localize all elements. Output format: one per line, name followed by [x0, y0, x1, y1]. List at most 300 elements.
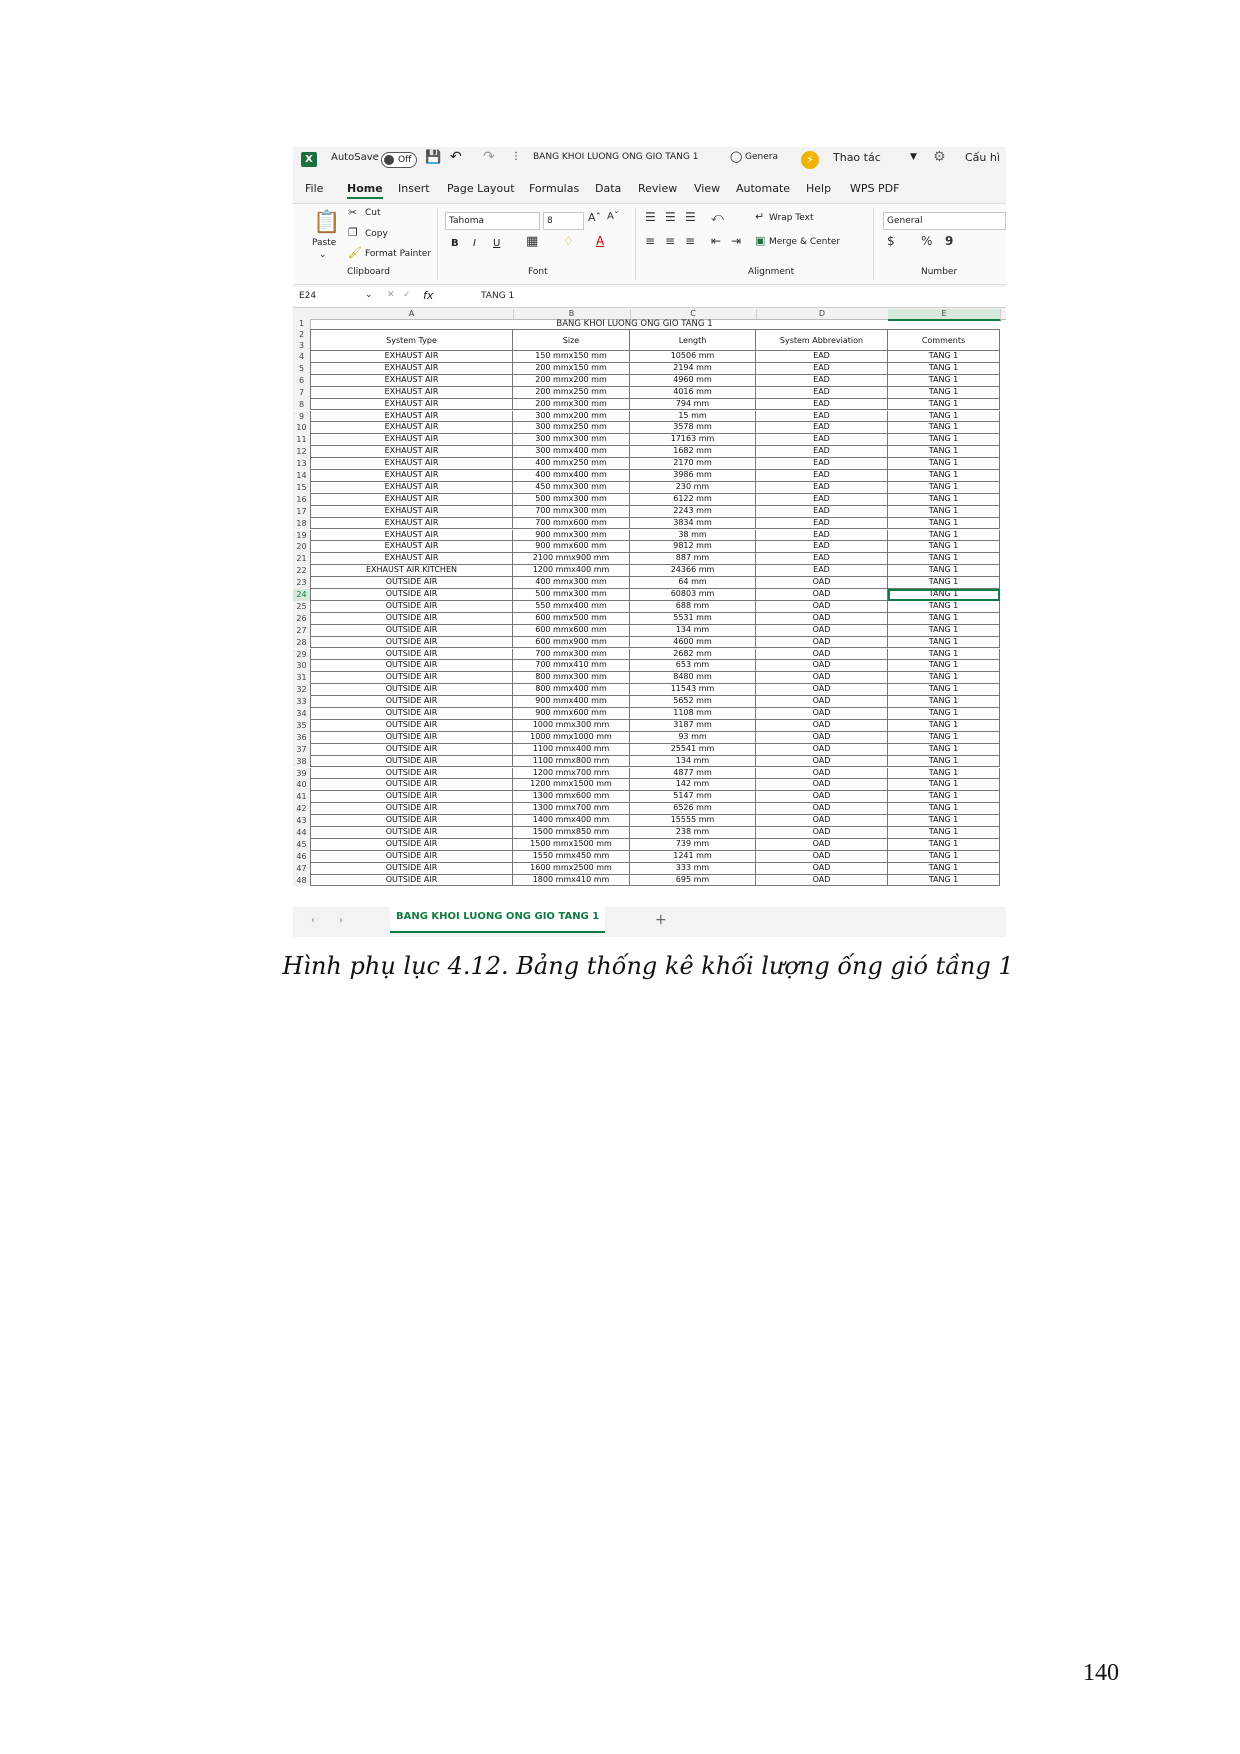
table-cell[interactable]: TANG 1 — [888, 851, 1000, 863]
table-cell[interactable]: OUTSIDE AIR — [310, 696, 513, 708]
row-header[interactable]: 9 — [293, 411, 311, 423]
table-cell[interactable]: 238 mm — [630, 827, 756, 839]
borders-icon[interactable]: ▦ — [526, 234, 539, 249]
table-cell[interactable]: OUTSIDE AIR — [310, 720, 513, 732]
underline-button[interactable]: U — [493, 238, 501, 249]
table-cell[interactable]: 1400 mmx400 mm — [513, 815, 630, 827]
table-cell[interactable]: TANG 1 — [888, 577, 1000, 589]
chevron-down-icon[interactable]: ⌄ — [319, 250, 327, 260]
row-header[interactable]: 14 — [293, 470, 311, 482]
table-cell[interactable]: EAD — [756, 399, 888, 411]
row-header[interactable]: 23 — [293, 577, 311, 589]
table-cell[interactable]: OUTSIDE AIR — [310, 732, 513, 744]
row-header[interactable]: 30 — [293, 660, 311, 672]
table-cell[interactable]: TANG 1 — [888, 637, 1000, 649]
row-header[interactable]: 41 — [293, 791, 311, 803]
table-cell[interactable]: EXHAUST AIR — [310, 518, 513, 530]
save-icon[interactable]: 💾 — [425, 150, 442, 165]
wrap-text-icon[interactable]: ↵ — [755, 210, 765, 223]
table-cell[interactable]: EXHAUST AIR — [310, 399, 513, 411]
table-cell[interactable]: OUTSIDE AIR — [310, 577, 513, 589]
table-cell[interactable]: TANG 1 — [888, 506, 1000, 518]
table-cell[interactable]: TANG 1 — [888, 815, 1000, 827]
next-sheet-icon[interactable]: › — [339, 915, 343, 926]
spreadsheet-grid[interactable] — [293, 309, 1006, 907]
table-cell[interactable]: EAD — [756, 494, 888, 506]
redo-icon[interactable]: ↷ — [483, 149, 495, 165]
table-cell[interactable]: OUTSIDE AIR — [310, 637, 513, 649]
table-cell[interactable]: OUTSIDE AIR — [310, 827, 513, 839]
table-cell[interactable]: EXHAUST AIR KITCHEN — [310, 565, 513, 577]
row-header[interactable]: 31 — [293, 672, 311, 684]
currency-button[interactable]: $ — [887, 234, 895, 248]
table-cell[interactable]: EAD — [756, 363, 888, 375]
table-cell[interactable]: 688 mm — [630, 601, 756, 613]
add-sheet-button[interactable]: + — [655, 912, 667, 928]
tab-file[interactable]: File — [305, 182, 324, 195]
bold-button[interactable]: B — [451, 238, 459, 249]
column-title[interactable]: System Type — [310, 329, 513, 351]
column-header[interactable]: B — [513, 309, 631, 319]
row-header[interactable]: 35 — [293, 720, 311, 732]
table-cell[interactable]: 64 mm — [630, 577, 756, 589]
row-header[interactable]: 33 — [293, 696, 311, 708]
sheet-title-cell[interactable]: BANG KHOI LUONG ONG GIO TANG 1 — [556, 319, 713, 329]
table-cell[interactable]: 400 mmx400 mm — [513, 470, 630, 482]
row-header[interactable]: 39 — [293, 768, 311, 780]
row-header[interactable]: 3 — [293, 340, 311, 351]
tab-wps-pdf[interactable]: WPS PDF — [850, 182, 900, 195]
column-title[interactable]: Comments — [888, 329, 1000, 351]
row-header[interactable]: 40 — [293, 779, 311, 791]
table-cell[interactable]: OUTSIDE AIR — [310, 744, 513, 756]
row-header[interactable]: 24 — [293, 589, 311, 601]
table-cell[interactable]: 1500 mmx1500 mm — [513, 839, 630, 851]
table-cell[interactable]: OAD — [756, 875, 888, 887]
table-cell[interactable]: EXHAUST AIR — [310, 422, 513, 434]
row-header[interactable]: 22 — [293, 565, 311, 577]
table-cell[interactable]: TANG 1 — [888, 613, 1000, 625]
table-cell[interactable]: 1500 mmx850 mm — [513, 827, 630, 839]
table-cell[interactable]: OUTSIDE AIR — [310, 684, 513, 696]
row-header[interactable]: 28 — [293, 637, 311, 649]
tab-insert[interactable]: Insert — [398, 182, 430, 195]
merge-center-icon[interactable]: ▣ — [755, 234, 766, 247]
increase-indent-icon[interactable]: ⇥ — [731, 234, 742, 248]
table-cell[interactable]: EAD — [756, 518, 888, 530]
table-cell[interactable]: 1300 mmx600 mm — [513, 791, 630, 803]
table-cell[interactable]: OUTSIDE AIR — [310, 625, 513, 637]
tab-automate[interactable]: Automate — [736, 182, 791, 195]
table-cell[interactable]: OAD — [756, 756, 888, 768]
column-title[interactable]: Length — [630, 329, 756, 351]
table-cell[interactable]: OAD — [756, 660, 888, 672]
table-cell[interactable]: 2194 mm — [630, 363, 756, 375]
table-cell[interactable]: EXHAUST AIR — [310, 434, 513, 446]
table-cell[interactable]: TANG 1 — [888, 803, 1000, 815]
font-name-select[interactable]: Tahoma — [445, 212, 540, 230]
row-header[interactable]: 10 — [293, 422, 311, 434]
tab-data[interactable]: Data — [595, 182, 622, 195]
table-cell[interactable]: 8480 mm — [630, 672, 756, 684]
table-cell[interactable]: 333 mm — [630, 863, 756, 875]
row-header[interactable]: 26 — [293, 613, 311, 625]
row-header[interactable]: 44 — [293, 827, 311, 839]
row-header[interactable]: 43 — [293, 815, 311, 827]
table-cell[interactable]: 1000 mmx1000 mm — [513, 732, 630, 744]
table-cell[interactable]: 15 mm — [630, 411, 756, 423]
cut-icon[interactable]: ✂ — [348, 206, 358, 219]
table-cell[interactable]: TANG 1 — [888, 351, 1000, 363]
table-cell[interactable]: 142 mm — [630, 779, 756, 791]
table-cell[interactable]: 2170 mm — [630, 458, 756, 470]
table-cell[interactable]: EXHAUST AIR — [310, 541, 513, 553]
table-cell[interactable]: TANG 1 — [888, 791, 1000, 803]
copy-button[interactable]: Copy — [365, 229, 388, 239]
decrease-indent-icon[interactable]: ⇤ — [711, 234, 722, 248]
table-cell[interactable]: OUTSIDE AIR — [310, 589, 513, 601]
table-cell[interactable]: 15555 mm — [630, 815, 756, 827]
table-cell[interactable]: 450 mmx300 mm — [513, 482, 630, 494]
column-title[interactable]: Size — [513, 329, 630, 351]
row-header[interactable]: 36 — [293, 732, 311, 744]
table-cell[interactable]: EAD — [756, 565, 888, 577]
align-top-icon[interactable]: ☰ — [645, 210, 656, 224]
increase-font-icon[interactable]: Aˆ — [588, 211, 602, 224]
align-center-icon[interactable]: ≡ — [665, 234, 676, 248]
table-cell[interactable]: OAD — [756, 601, 888, 613]
table-cell[interactable]: TANG 1 — [888, 684, 1000, 696]
table-cell[interactable]: EXHAUST AIR — [310, 363, 513, 375]
column-header[interactable]: A — [310, 309, 514, 319]
table-cell[interactable]: 700 mmx410 mm — [513, 660, 630, 672]
table-cell[interactable]: OAD — [756, 637, 888, 649]
table-cell[interactable]: EAD — [756, 411, 888, 423]
table-cell[interactable]: 794 mm — [630, 399, 756, 411]
sheet-tab[interactable]: BANG KHOI LUONG ONG GIO TANG 1 — [390, 907, 605, 933]
table-cell[interactable]: OUTSIDE AIR — [310, 601, 513, 613]
row-header[interactable]: 2 — [293, 329, 311, 340]
table-cell[interactable]: EAD — [756, 351, 888, 363]
font-color-icon[interactable]: A — [596, 234, 605, 248]
table-cell[interactable]: OAD — [756, 708, 888, 720]
table-cell[interactable]: 11543 mm — [630, 684, 756, 696]
row-header[interactable]: 16 — [293, 494, 311, 506]
row-header[interactable]: 27 — [293, 625, 311, 637]
row-header[interactable]: 42 — [293, 803, 311, 815]
wrap-text-button[interactable]: Wrap Text — [769, 213, 814, 223]
table-cell[interactable]: OUTSIDE AIR — [310, 779, 513, 791]
table-cell[interactable]: OAD — [756, 577, 888, 589]
table-cell[interactable]: EAD — [756, 541, 888, 553]
table-cell[interactable]: TANG 1 — [888, 863, 1000, 875]
function-button[interactable]: fx — [423, 289, 434, 302]
search-box[interactable]: Thao tác — [833, 151, 881, 164]
table-cell[interactable]: 17163 mm — [630, 434, 756, 446]
merge-center-button[interactable]: Merge & Center — [769, 237, 841, 247]
table-cell[interactable]: OUTSIDE AIR — [310, 649, 513, 661]
table-cell[interactable]: 600 mmx500 mm — [513, 613, 630, 625]
row-header[interactable]: 18 — [293, 518, 311, 530]
row-header[interactable]: 15 — [293, 482, 311, 494]
row-header[interactable]: 13 — [293, 458, 311, 470]
table-cell[interactable]: OUTSIDE AIR — [310, 708, 513, 720]
paste-icon[interactable]: 📋 — [313, 210, 341, 235]
table-cell[interactable]: OAD — [756, 863, 888, 875]
format-painter-button[interactable]: Format Painter — [365, 249, 432, 259]
row-header[interactable]: 34 — [293, 708, 311, 720]
table-cell[interactable]: 600 mmx900 mm — [513, 637, 630, 649]
table-cell[interactable]: TANG 1 — [888, 446, 1000, 458]
tab-view[interactable]: View — [694, 182, 721, 195]
table-cell[interactable]: 5147 mm — [630, 791, 756, 803]
table-cell[interactable]: OUTSIDE AIR — [310, 660, 513, 672]
enter-icon[interactable]: ✓ — [403, 290, 411, 300]
table-cell[interactable]: OUTSIDE AIR — [310, 839, 513, 851]
table-cell[interactable]: 93 mm — [630, 732, 756, 744]
table-cell[interactable]: OAD — [756, 768, 888, 780]
table-cell[interactable]: 1682 mm — [630, 446, 756, 458]
table-cell[interactable]: OAD — [756, 720, 888, 732]
table-cell[interactable]: 1600 mmx2500 mm — [513, 863, 630, 875]
table-cell[interactable]: TANG 1 — [888, 434, 1000, 446]
paste-button[interactable]: Paste — [312, 238, 337, 248]
table-cell[interactable]: 1300 mmx700 mm — [513, 803, 630, 815]
quick-access-more-icon[interactable]: ⋮ — [511, 151, 521, 162]
table-cell[interactable]: 1100 mmx800 mm — [513, 756, 630, 768]
table-cell[interactable]: 200 mmx250 mm — [513, 387, 630, 399]
table-cell[interactable]: 134 mm — [630, 756, 756, 768]
table-cell[interactable]: OUTSIDE AIR — [310, 791, 513, 803]
table-cell[interactable]: TANG 1 — [888, 399, 1000, 411]
table-cell[interactable]: 400 mmx300 mm — [513, 577, 630, 589]
row-header[interactable]: 46 — [293, 851, 311, 863]
table-cell[interactable]: EAD — [756, 470, 888, 482]
table-cell[interactable]: TANG 1 — [888, 756, 1000, 768]
format-painter-icon[interactable]: 🖌 — [348, 246, 362, 259]
table-cell[interactable]: 3187 mm — [630, 720, 756, 732]
number-format-select[interactable]: General — [883, 212, 1006, 230]
table-cell[interactable]: EAD — [756, 434, 888, 446]
table-cell[interactable]: OUTSIDE AIR — [310, 803, 513, 815]
cut-button[interactable]: Cut — [365, 208, 381, 218]
align-left-icon[interactable]: ≡ — [645, 234, 656, 248]
row-header[interactable]: 4 — [293, 351, 311, 363]
table-cell[interactable]: 900 mmx600 mm — [513, 541, 630, 553]
table-cell[interactable]: OUTSIDE AIR — [310, 863, 513, 875]
table-cell[interactable]: 1108 mm — [630, 708, 756, 720]
table-cell[interactable]: 4600 mm — [630, 637, 756, 649]
row-header[interactable]: 45 — [293, 839, 311, 851]
table-cell[interactable]: TANG 1 — [888, 601, 1000, 613]
table-cell[interactable]: TANG 1 — [888, 387, 1000, 399]
column-header[interactable]: D — [756, 309, 889, 319]
table-cell[interactable]: TANG 1 — [888, 411, 1000, 423]
table-cell[interactable]: EXHAUST AIR — [310, 506, 513, 518]
table-cell[interactable]: OUTSIDE AIR — [310, 613, 513, 625]
table-cell[interactable]: OAD — [756, 589, 888, 601]
table-cell[interactable]: 739 mm — [630, 839, 756, 851]
table-cell[interactable]: TANG 1 — [888, 660, 1000, 672]
table-cell[interactable]: EAD — [756, 387, 888, 399]
table-cell[interactable]: 1100 mmx400 mm — [513, 744, 630, 756]
orientation-icon[interactable]: ⤺ — [711, 210, 724, 224]
table-cell[interactable]: 1200 mmx1500 mm — [513, 779, 630, 791]
table-cell[interactable]: 6526 mm — [630, 803, 756, 815]
table-cell[interactable]: OAD — [756, 684, 888, 696]
table-cell[interactable]: 24366 mm — [630, 565, 756, 577]
table-cell[interactable]: TANG 1 — [888, 494, 1000, 506]
table-cell[interactable]: 2682 mm — [630, 649, 756, 661]
table-cell[interactable]: OAD — [756, 672, 888, 684]
table-cell[interactable]: 10506 mm — [630, 351, 756, 363]
table-cell[interactable]: 653 mm — [630, 660, 756, 672]
table-cell[interactable]: 2100 mmx900 mm — [513, 553, 630, 565]
table-cell[interactable]: 900 mmx400 mm — [513, 696, 630, 708]
table-cell[interactable]: TANG 1 — [888, 827, 1000, 839]
table-cell[interactable]: OAD — [756, 625, 888, 637]
tab-help[interactable]: Help — [806, 182, 832, 195]
row-header[interactable]: 20 — [293, 541, 311, 553]
table-cell[interactable]: 1241 mm — [630, 851, 756, 863]
fill-color-icon[interactable]: ♢ — [563, 234, 574, 248]
row-header[interactable]: 19 — [293, 530, 311, 542]
column-title[interactable]: System Abbreviation — [756, 329, 888, 351]
font-size-select[interactable]: 8 — [543, 212, 584, 230]
table-cell[interactable]: EXHAUST AIR — [310, 387, 513, 399]
table-cell[interactable]: TANG 1 — [888, 518, 1000, 530]
table-cell[interactable]: 25541 mm — [630, 744, 756, 756]
table-cell[interactable]: 5531 mm — [630, 613, 756, 625]
undo-icon[interactable]: ↶ — [450, 149, 462, 165]
row-header[interactable]: 8 — [293, 399, 311, 411]
table-cell[interactable]: OUTSIDE AIR — [310, 851, 513, 863]
table-cell[interactable]: EXHAUST AIR — [310, 351, 513, 363]
percent-button[interactable]: % — [921, 234, 933, 248]
table-cell[interactable]: EAD — [756, 422, 888, 434]
table-cell[interactable]: OAD — [756, 839, 888, 851]
table-cell[interactable]: 800 mmx400 mm — [513, 684, 630, 696]
table-cell[interactable]: TANG 1 — [888, 422, 1000, 434]
table-cell[interactable]: 200 mmx200 mm — [513, 375, 630, 387]
table-cell[interactable]: 500 mmx300 mm — [513, 494, 630, 506]
table-cell[interactable]: 550 mmx400 mm — [513, 601, 630, 613]
table-cell[interactable]: 800 mmx300 mm — [513, 672, 630, 684]
table-cell[interactable]: OAD — [756, 732, 888, 744]
row-header[interactable]: 21 — [293, 553, 311, 565]
table-cell[interactable]: 1550 mmx450 mm — [513, 851, 630, 863]
row-header[interactable]: 1 — [293, 319, 311, 329]
table-cell[interactable]: TANG 1 — [888, 530, 1000, 542]
row-header[interactable]: 17 — [293, 506, 311, 518]
table-cell[interactable]: EXHAUST AIR — [310, 553, 513, 565]
cancel-icon[interactable]: ✕ — [387, 290, 395, 300]
table-cell[interactable]: TANG 1 — [888, 768, 1000, 780]
table-cell[interactable]: EXHAUST AIR — [310, 494, 513, 506]
align-right-icon[interactable]: ≡ — [685, 234, 696, 248]
table-cell[interactable]: 200 mmx300 mm — [513, 399, 630, 411]
table-cell[interactable]: OAD — [756, 649, 888, 661]
table-cell[interactable]: EXHAUST AIR — [310, 458, 513, 470]
table-cell[interactable]: OUTSIDE AIR — [310, 672, 513, 684]
table-cell[interactable]: 2243 mm — [630, 506, 756, 518]
table-cell[interactable]: TANG 1 — [888, 744, 1000, 756]
row-header[interactable]: 32 — [293, 684, 311, 696]
row-header[interactable]: 7 — [293, 387, 311, 399]
table-cell[interactable]: 900 mmx600 mm — [513, 708, 630, 720]
row-header[interactable]: 29 — [293, 649, 311, 661]
table-cell[interactable]: 900 mmx300 mm — [513, 530, 630, 542]
table-cell[interactable]: OUTSIDE AIR — [310, 875, 513, 887]
table-cell[interactable]: 300 mmx300 mm — [513, 434, 630, 446]
table-cell[interactable]: EAD — [756, 375, 888, 387]
table-cell[interactable]: EXHAUST AIR — [310, 530, 513, 542]
table-cell[interactable]: 3834 mm — [630, 518, 756, 530]
table-cell[interactable]: TANG 1 — [888, 875, 1000, 887]
table-cell[interactable]: 400 mmx250 mm — [513, 458, 630, 470]
table-cell[interactable]: TANG 1 — [888, 375, 1000, 387]
table-cell[interactable]: TANG 1 — [888, 589, 1000, 601]
settings-label[interactable]: Cấu hì — [965, 151, 1000, 164]
table-cell[interactable]: OUTSIDE AIR — [310, 768, 513, 780]
table-cell[interactable]: OUTSIDE AIR — [310, 756, 513, 768]
row-header[interactable]: 48 — [293, 875, 311, 887]
table-cell[interactable]: EAD — [756, 482, 888, 494]
table-cell[interactable]: 3578 mm — [630, 422, 756, 434]
table-cell[interactable]: EAD — [756, 553, 888, 565]
table-cell[interactable]: TANG 1 — [888, 732, 1000, 744]
tab-home[interactable]: Home — [347, 182, 383, 199]
table-cell[interactable]: 9812 mm — [630, 541, 756, 553]
table-cell[interactable]: EXHAUST AIR — [310, 446, 513, 458]
row-header[interactable]: 5 — [293, 363, 311, 375]
table-cell[interactable]: 3986 mm — [630, 470, 756, 482]
table-cell[interactable]: OAD — [756, 827, 888, 839]
table-cell[interactable]: 6122 mm — [630, 494, 756, 506]
table-cell[interactable]: OAD — [756, 851, 888, 863]
tab-page-layout[interactable]: Page Layout — [447, 182, 515, 195]
row-header[interactable]: 11 — [293, 434, 311, 446]
table-cell[interactable]: 700 mmx600 mm — [513, 518, 630, 530]
table-cell[interactable]: TANG 1 — [888, 696, 1000, 708]
italic-button[interactable]: I — [473, 238, 476, 249]
row-header[interactable]: 12 — [293, 446, 311, 458]
sensitivity-label[interactable]: Genera — [745, 152, 778, 162]
row-header[interactable]: 25 — [293, 601, 311, 613]
column-header[interactable]: C — [630, 309, 757, 319]
table-cell[interactable]: TANG 1 — [888, 363, 1000, 375]
table-cell[interactable]: OUTSIDE AIR — [310, 815, 513, 827]
table-cell[interactable]: EAD — [756, 530, 888, 542]
table-cell[interactable]: EXHAUST AIR — [310, 482, 513, 494]
row-header[interactable]: 37 — [293, 744, 311, 756]
table-cell[interactable]: TANG 1 — [888, 839, 1000, 851]
table-cell[interactable]: EAD — [756, 506, 888, 518]
table-cell[interactable]: TANG 1 — [888, 720, 1000, 732]
table-cell[interactable]: 500 mmx300 mm — [513, 589, 630, 601]
name-box[interactable]: E24 — [299, 291, 317, 301]
tab-formulas[interactable]: Formulas — [529, 182, 580, 195]
table-cell[interactable]: 4877 mm — [630, 768, 756, 780]
table-cell[interactable]: TANG 1 — [888, 458, 1000, 470]
table-cell[interactable]: 4960 mm — [630, 375, 756, 387]
table-cell[interactable]: 700 mmx300 mm — [513, 506, 630, 518]
table-cell[interactable]: 150 mmx150 mm — [513, 351, 630, 363]
table-cell[interactable]: 300 mmx250 mm — [513, 422, 630, 434]
table-cell[interactable]: 600 mmx600 mm — [513, 625, 630, 637]
table-cell[interactable]: 5652 mm — [630, 696, 756, 708]
table-cell[interactable]: 60803 mm — [630, 589, 756, 601]
